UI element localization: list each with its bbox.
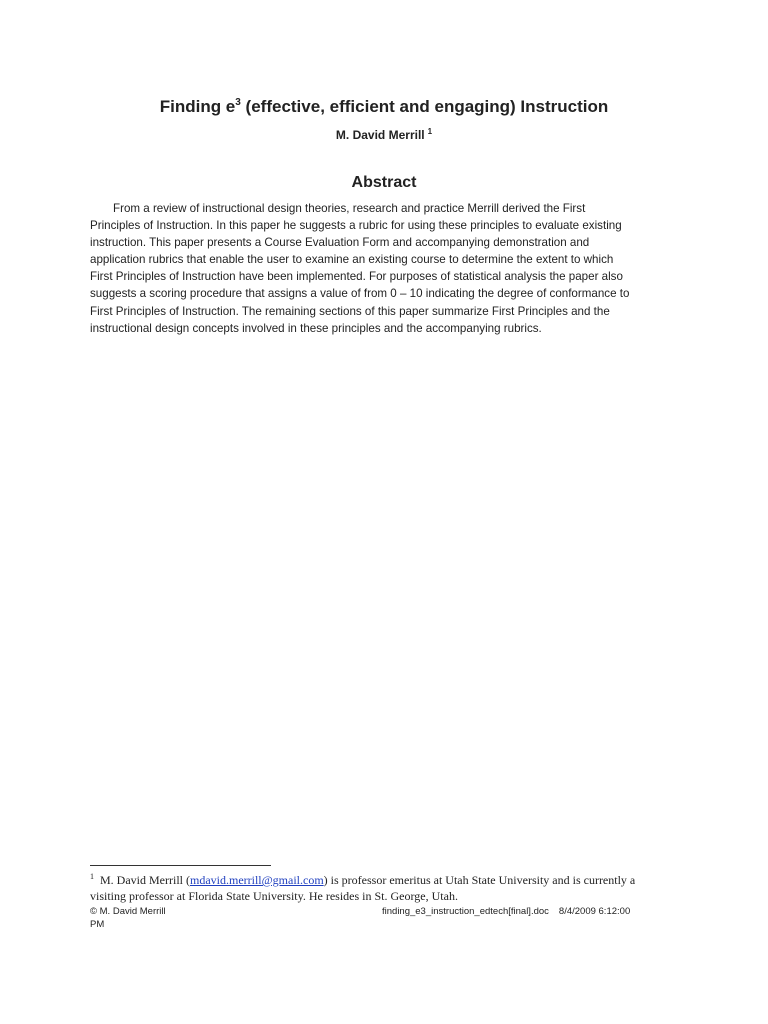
abstract-line: instructional design concepts involved in these principles and the accompanying rubrics. (90, 321, 542, 335)
abstract-line: First Principles of Instruction. The remaining sections of this paper summarize First Principles and the (90, 304, 610, 318)
footnote-line-2: visiting professor at Florida State University. He resides in St. George, Utah. (90, 889, 458, 903)
footnote (90, 872, 690, 904)
footnote-marker: 1 (90, 872, 94, 881)
footnote-text: ) is professor emeritus at Utah State University and is currently a (323, 873, 636, 887)
footnote-separator (90, 865, 271, 866)
abstract-heading: Abstract (351, 174, 417, 191)
abstract-body (90, 200, 690, 337)
footer-datetime: 8/4/2009 6:12:00 (558, 906, 631, 917)
footer-datetime-wrap: PM (90, 919, 105, 930)
email-link[interactable]: mdavid.merrill@gmail.com (189, 873, 324, 887)
footnote-author: M. David Merrill ( (97, 873, 190, 887)
abstract-line: First Principles of Instruction have been implemented. For purposes of statistical analysis the paper also (90, 270, 623, 284)
title-superscript: 3 (235, 97, 241, 108)
abstract-line: Principles of Instruction. In this paper he suggests a rubric for using these principles to evaluate existing (90, 219, 622, 233)
title-prefix: Finding e (159, 97, 236, 116)
abstract-line: instruction. This paper presents a Course Evaluation Form and accompanying demonstration and (90, 236, 590, 250)
author-footnote-marker[interactable]: 1 (427, 127, 433, 136)
footnote-line-1 (90, 872, 690, 888)
footer-filename: finding_e3_instruction_edtech[final].doc (382, 906, 549, 917)
abstract-line: application rubrics that enable the user to examine an existing course to determine the extent to which (90, 253, 614, 267)
paper-title (0, 97, 768, 117)
author-name: M. David Merrill (335, 128, 425, 142)
title-suffix: (effective, efficient and engaging) Instruction (240, 97, 609, 116)
abstract-line: suggests a scoring procedure that assigns a value of from 0 – 10 indicating the degree of conformance to (90, 287, 630, 301)
footer-copyright: © M. David Merrill (90, 906, 166, 917)
author-line (0, 128, 768, 142)
abstract-line: From a review of instructional design theories, research and practice Merrill derived the First (113, 202, 586, 215)
footer-file-info (382, 905, 630, 918)
